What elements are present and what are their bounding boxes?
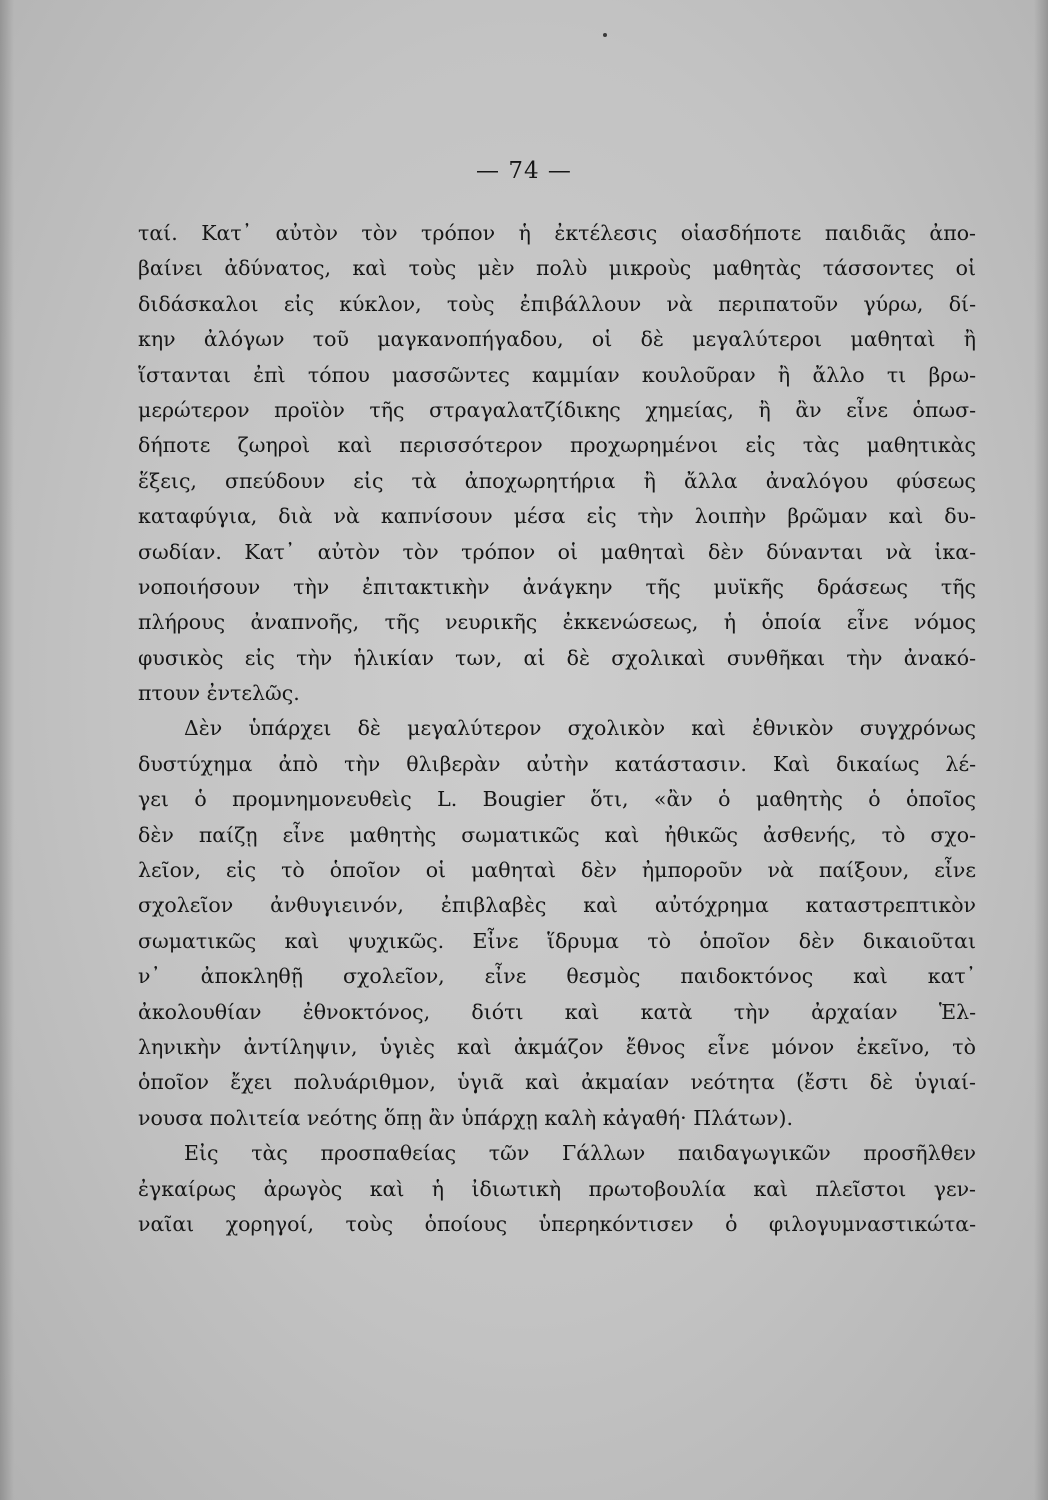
- text-line: διδάσκαλοι εἰς κύκλον, τοὺς ἐπιβάλλουν νὰ περιπατοῦν γύρω, δί-: [138, 291, 976, 316]
- text-line: ν᾽ ἀποκληθῇ σχολεῖον, εἶνε θεσμὸς παιδοκτόνος καὶ κατ᾽: [138, 964, 976, 989]
- text-line: καταφύγια, διὰ νὰ καπνίσουν μέσα εἰς τὴν λοιπὴν βρῶμαν καὶ δυ-: [138, 504, 976, 529]
- text-line: πλήρους ἀναπνοῆς, τῆς νευρικῆς ἐκκενώσεως, ἡ ὁποία εἶνε νόμος: [138, 610, 976, 635]
- text-line: βαίνει ἀδύνατος, καὶ τοὺς μὲν πολὺ μικροὺς μαθητὰς τάσσοντες οἱ: [138, 256, 976, 281]
- text-line: Εἰς τὰς προσπαθείας τῶν Γάλλων παιδαγωγικῶν προσῆλθεν: [184, 1141, 976, 1166]
- text-line: γει ὁ προμνημονευθεὶς L. Bougier ὅτι, «ἂν ὁ μαθητὴς ὁ ὁποῖος: [138, 787, 976, 812]
- text-line: ληνικὴν ἀντίληψιν, ὑγιὲς καὶ ἀκμάζον ἔθνος εἶνε μόνον ἐκεῖνο, τὸ: [138, 1034, 976, 1059]
- page-number: — 74 —: [476, 158, 572, 184]
- text-line: νουσα πολιτεία νεότης ὅπῃ ἂν ὑπάρχῃ καλὴ κἀγαθή· Πλάτων).: [138, 1105, 793, 1130]
- text-line: σωματικῶς καὶ ψυχικῶς. Εἶνε ἵδρυμα τὸ ὁποῖον δὲν δικαιοῦται: [138, 928, 976, 953]
- text-line: Δὲν ὑπάρχει δὲ μεγαλύτερον σχολικὸν καὶ ἐθνικὸν συγχρόνως: [184, 716, 976, 741]
- body-text: [138, 216, 976, 1242]
- text-line: ναῖαι χορηγοί, τοὺς ὁποίους ὑπερηκόντισεν ὁ φιλογυμναστικώτα-: [138, 1211, 976, 1236]
- text-line: ἀκολουθίαν ἐθνοκτόνος, διότι καὶ κατὰ τὴν ἀρχαίαν Ἑλ-: [138, 999, 976, 1024]
- text-line: δὲν παίζῃ εἶνε μαθητὴς σωματικῶς καὶ ἠθικῶς ἀσθενής, τὸ σχο-: [138, 822, 976, 847]
- text-line: πτουν ἐντελῶς.: [138, 681, 300, 706]
- text-line: νοποιήσουν τὴν ἐπιτακτικὴν ἀνάγκην τῆς μυϊκῆς δράσεως τῆς: [138, 574, 976, 599]
- text-line: λεῖον, εἰς τὸ ὁποῖον οἱ μαθηταὶ δὲν ἠμποροῦν νὰ παίξουν, εἶνε: [138, 858, 976, 883]
- page-left-edge-shadow: [0, 0, 14, 1500]
- text-line: ἕξεις, σπεύδουν εἰς τὰ ἀποχωρητήρια ἢ ἄλλα ἀναλόγου φύσεως: [138, 468, 976, 493]
- text-line: σωδίαν. Κατ᾽ αὐτὸν τὸν τρόπον οἱ μαθηταὶ δὲν δύνανται νὰ ἱκα-: [138, 539, 976, 564]
- text-line: μερώτερον προϊὸν τῆς στραγαλατζίδικης χημείας, ἢ ἂν εἶνε ὁπωσ-: [138, 397, 976, 422]
- ink-speck: [603, 33, 607, 37]
- text-line: ἵστανται ἐπὶ τόπου μασσῶντες καμμίαν κουλοῦραν ἢ ἄλλο τι βρω-: [138, 362, 976, 387]
- text-line: ὁποῖον ἔχει πολυάριθμον, ὑγιᾶ καὶ ἀκμαίαν νεότητα (ἔστι δὲ ὑγιαί-: [138, 1070, 976, 1095]
- text-line: δήποτε ζωηροὶ καὶ περισσότερον προχωρημένοι εἰς τὰς μαθητικὰς: [138, 433, 976, 458]
- text-line: φυσικὸς εἰς τὴν ἡλικίαν των, αἱ δὲ σχολικαὶ συνθῆκαι τὴν ἀνακό-: [138, 645, 976, 670]
- text-line: ταί. Κατ᾽ αὐτὸν τὸν τρόπον ἡ ἐκτέλεσις οἱασδήποτε παιδιᾶς ἀπο-: [138, 221, 976, 245]
- text-line: σχολεῖον ἀνθυγιεινόν, ἐπιβλαβὲς καὶ αὐτόχρημα καταστρεπτικὸν: [138, 893, 976, 918]
- text-line: κην ἀλόγων τοῦ μαγκανοπήγαδου, οἱ δὲ μεγαλύτεροι μαθηταὶ ἢ: [138, 327, 976, 352]
- text-line: δυστύχημα ἀπὸ τὴν θλιβερὰν αὐτὴν κατάστασιν. Καὶ δικαίως λέ-: [138, 751, 976, 776]
- text-line: ἐγκαίρως ἀρωγὸς καὶ ἡ ἰδιωτικὴ πρωτοβουλία καὶ πλεῖστοι γεν-: [138, 1176, 976, 1201]
- page-right-edge-shadow: [1034, 0, 1048, 1500]
